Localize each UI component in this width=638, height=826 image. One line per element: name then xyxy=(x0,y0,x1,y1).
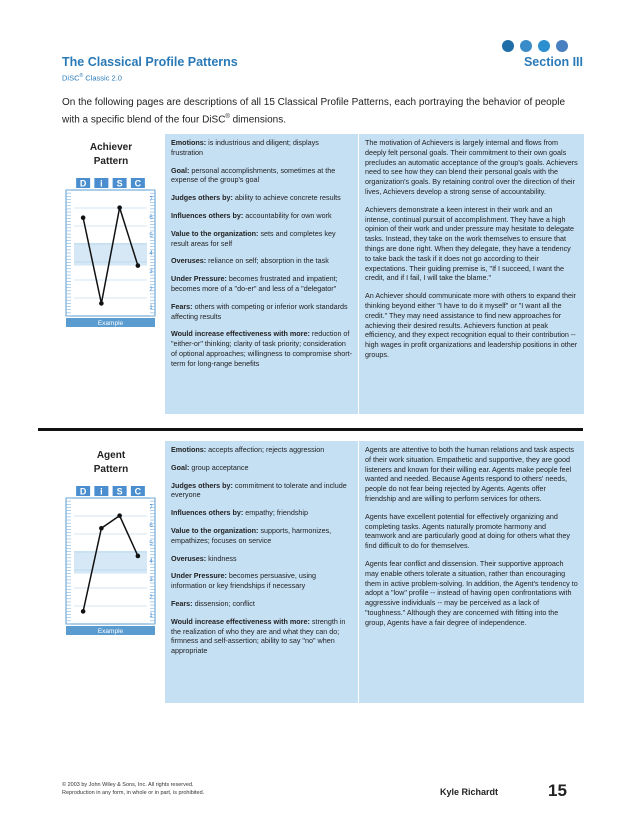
header-dot xyxy=(502,40,514,52)
trait-label: Value to the organization: xyxy=(171,228,259,238)
trait-item xyxy=(171,138,352,158)
graph-point xyxy=(136,263,141,268)
subtitle-rest: Classic 2.0 xyxy=(83,73,122,83)
trait-text: becomes persuasive, using information or key friendships if necessary xyxy=(171,571,317,591)
trait-item xyxy=(171,329,352,368)
pattern-name-line1: Agent xyxy=(96,450,126,461)
intro-sup: ® xyxy=(225,114,230,120)
trait-text: reduction of "either-or" thinking; clarity of task priority; consideration of optional approaches; willingness to compromise short-term for long-range benefits xyxy=(171,329,352,368)
trait-item xyxy=(171,599,352,609)
author-name: Kyle Richardt xyxy=(440,787,499,797)
graph-level: 6 xyxy=(149,215,153,221)
pattern-name-line2: Pattern xyxy=(93,464,129,475)
trait-item xyxy=(171,617,352,656)
graph-level: 3 xyxy=(149,269,153,275)
trait-label: Influences others by: xyxy=(171,508,244,518)
trait-label: Overuses: xyxy=(171,256,207,266)
intro-text-b: dimensions. xyxy=(229,114,286,126)
trait-text: becomes frustrated and impatient; becomes more of a "do-er" and less of a "delegator" xyxy=(171,274,338,293)
traits-column xyxy=(165,441,358,703)
trait-label: Emotions: xyxy=(171,138,207,147)
trait-text: supports, harmonizes, empathizes; focuses on service xyxy=(171,525,332,545)
copyright-line2: Reproduction in any form, in whole or in part, is prohibited. xyxy=(62,790,205,796)
trait-label: Goal: xyxy=(171,165,190,175)
trait-item xyxy=(171,256,352,266)
disc-graph xyxy=(62,178,159,330)
pattern-name xyxy=(66,141,156,169)
graph-example-label: Example xyxy=(97,628,124,635)
header-dot xyxy=(520,40,532,52)
trait-text: sets and completes key result areas for self xyxy=(171,228,336,248)
description-column xyxy=(359,441,584,703)
trait-text: reliance on self; absorption in the task xyxy=(206,256,329,266)
graph-level: 4 xyxy=(149,251,153,257)
trait-label: Under Pressure: xyxy=(171,274,227,284)
graph-letter: i xyxy=(100,486,103,497)
trait-label: Fears: xyxy=(171,598,193,608)
trait-item xyxy=(171,302,352,322)
pattern-name xyxy=(66,449,156,477)
trait-label: Emotions: xyxy=(171,445,207,454)
trait-text: personal accomplishments, sometimes at the expense of the group's goal xyxy=(171,165,336,185)
copyright xyxy=(62,781,204,797)
trait-item xyxy=(171,508,352,518)
header-dot xyxy=(538,40,550,52)
graph-level: 3 xyxy=(149,577,153,583)
graph-point xyxy=(99,301,104,306)
trait-item xyxy=(171,274,352,294)
pattern-name-line2: Pattern xyxy=(93,156,129,167)
trait-text: kindness xyxy=(206,553,237,563)
graph-letter: C xyxy=(134,178,142,189)
trait-label: Would increase effectiveness with more: xyxy=(171,616,310,626)
description-paragraph: The motivation of Achievers is largely internal and flows from deeply felt personal goals. Their commitment to their own goals precludes an automatic acceptance of the group's goals. Achievers need to see how they can blend their personal goals with the organization's goals. By retaining control over the direction of their lives, Achievers develop a strong sense of accountability. xyxy=(365,138,578,196)
graph-letter: D xyxy=(79,486,87,497)
trait-item xyxy=(171,211,352,221)
graph-level: 1 xyxy=(149,613,153,619)
trait-text: is industrious and diligent; displays frustration xyxy=(171,138,319,157)
description-paragraph: Agents are attentive to both the human relations and task aspects of their work situation. Empathetic and supportive, they are good listeners and known for their willing ear. Agents make people feel wanted and needed. Because Agents respond to others' needs, people do not fear being rejected by Agents. Agents offer friendship and are willing to perform services for others. xyxy=(365,445,574,503)
trait-label: Goal: xyxy=(171,462,190,472)
trait-text: accepts affection; rejects aggression xyxy=(206,445,325,454)
trait-item xyxy=(171,463,352,473)
graph-example-label: Example xyxy=(97,320,124,327)
description-paragraph: Agents fear conflict and dissension. Their supportive approach may enable others tolerate a situation, rather than encouraging them in active problem-solving. In addition, the Agent's tendency to adopt a "low" profile -- instead of having open confrontations with aggressive individuals -- may be perceived as a lack of "toughness." Although they are concerned with fitting into the group, Agents have a fair degree of independence. xyxy=(365,558,578,627)
trait-item xyxy=(171,166,352,186)
trait-text: accountability for own work xyxy=(243,210,332,220)
trait-text: group acceptance xyxy=(189,462,249,472)
graph-level: 1 xyxy=(149,305,153,311)
trait-label: Judges others by: xyxy=(171,193,233,203)
trait-text: commitment to tolerate and include everyone xyxy=(171,480,347,500)
subtitle-main: DiSC xyxy=(62,73,80,83)
trait-label: Judges others by: xyxy=(171,480,233,490)
graph-point xyxy=(99,526,104,531)
graph-point xyxy=(117,205,122,210)
trait-item xyxy=(171,481,352,501)
trait-item xyxy=(171,526,352,546)
page-title: The Classical Profile Patterns xyxy=(62,55,238,69)
trait-item xyxy=(171,193,352,203)
graph-point xyxy=(81,215,86,220)
trait-text: strength in the realization of who they are and what they can do; firmness and self-assertion; ability to say "no" when appropriate xyxy=(171,616,346,656)
graph-level: 2 xyxy=(149,287,153,293)
copyright-line1: © 2003 by John Wiley & Sons, Inc. All rights reserved. xyxy=(62,782,194,788)
graph-point xyxy=(136,554,141,559)
description-paragraph: Achievers demonstrate a keen interest in their work and an intense, continual pursuit of accomplishment. They have a high opinion of their work and under pressure may hesitate to delegate tasks. Instead, they take on the work themselves to ensure that things are done right. When they delegate, they have a tendency to take back the task if it does not go according to their expectations. Their guiding premise is, "If I succeed, I want the credit, and if I fail, I will take the blame." xyxy=(365,204,574,283)
graph-level: 5 xyxy=(149,233,153,239)
disc-graph-svg xyxy=(62,486,159,638)
graph-letter: D xyxy=(79,178,87,189)
header-dots xyxy=(502,40,568,52)
description-column xyxy=(359,134,584,414)
trait-item xyxy=(171,571,352,591)
graph-letter: i xyxy=(100,178,103,189)
graph-point xyxy=(117,513,122,518)
trait-label: Would increase effectiveness with more: xyxy=(171,329,310,339)
graph-letter: C xyxy=(134,486,142,497)
graph-letter: S xyxy=(116,486,123,497)
graph-level: 7 xyxy=(149,197,153,203)
traits-column xyxy=(165,134,358,414)
description-paragraph: An Achiever should communicate more with others to expand their thinking beyond either "I have to do it myself" or "I want all the credit." They may need assistance to find new approaches for achieving their desired results. Achievers function at peak efficiency, and they expect recognition equal to their contribution -- high wages in profit organizations and leadership positions in other groups. xyxy=(365,291,578,359)
intro-paragraph xyxy=(62,96,582,127)
description-paragraph: Agents have excellent potential for effectively organizing and completing tasks. Agents naturally promote harmony and teamwork and are particularly good at doing for others what they find difficult to do for themselves. xyxy=(365,511,570,551)
trait-label: Overuses: xyxy=(171,553,207,563)
page-number: 15 xyxy=(548,781,567,800)
trait-text: dissension; conflict xyxy=(192,598,255,608)
trait-text: ability to achieve concrete results xyxy=(232,193,341,203)
graph-level: 2 xyxy=(149,595,153,601)
disc-graph xyxy=(62,486,159,638)
page-subtitle xyxy=(62,73,122,83)
pattern-name-line1: Achiever xyxy=(89,142,133,153)
trait-text: others with competing or inferior work standards affecting results xyxy=(171,301,348,321)
graph-level: 5 xyxy=(149,541,153,547)
graph-level: 4 xyxy=(149,559,153,565)
section-label: Section III xyxy=(523,55,583,69)
disc-graph-svg xyxy=(62,178,159,330)
graph-level: 7 xyxy=(149,505,153,511)
graph-letter: S xyxy=(116,178,123,189)
trait-label: Under Pressure: xyxy=(171,571,227,581)
trait-item xyxy=(171,445,352,455)
trait-label: Fears: xyxy=(171,301,193,311)
subtitle-sup: ® xyxy=(79,73,84,79)
trait-item xyxy=(171,229,352,249)
graph-level: 6 xyxy=(149,523,153,529)
graph-point xyxy=(81,609,86,614)
intro-text-a: On the following pages are descriptions of all 15 Classical Profile Patterns, each portraying the behavior of people with a specific blend of the four DiSC xyxy=(62,97,566,126)
section-divider xyxy=(38,428,583,431)
trait-item xyxy=(171,554,352,564)
trait-label: Value to the organization: xyxy=(171,525,259,535)
trait-text: empathy; friendship xyxy=(243,508,309,518)
trait-label: Influences others by: xyxy=(171,210,244,220)
header-dot xyxy=(556,40,568,52)
